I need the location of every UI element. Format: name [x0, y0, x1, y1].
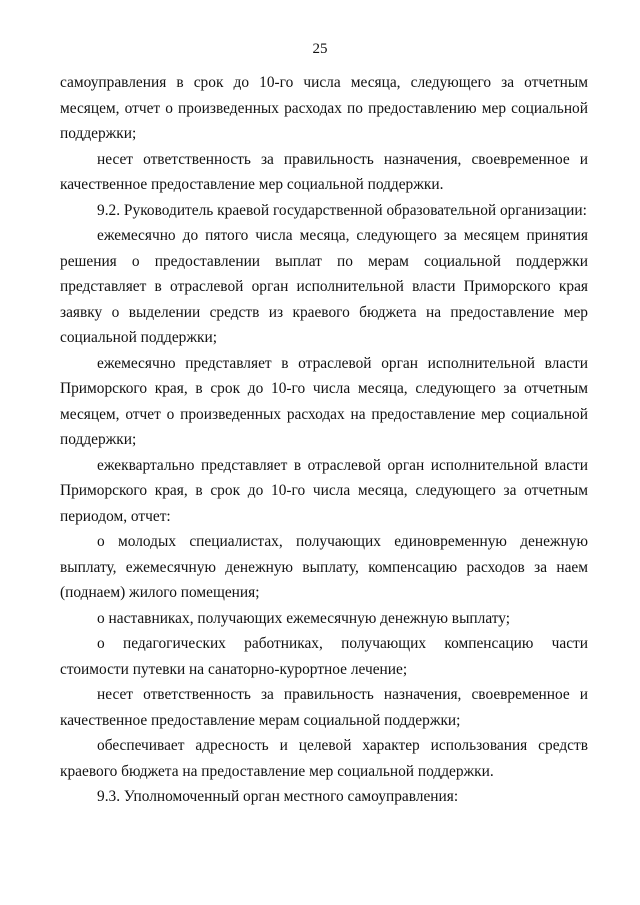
paragraph-continuation: самоуправления в срок до 10-го числа месяца, следующего за отчетным месяцем, отчет о произведенных расходах по предоставлению мер социальной поддержки;	[60, 74, 588, 142]
paragraph-quarterly-report: ежеквартально представляет в отраслевой орган исполнительной власти Приморского края, в срок до 10-го числа месяца, следующего за отчетным периодом, отчет:	[60, 456, 588, 525]
paragraph-monthly-report: ежемесячно представляет в отраслевой орган исполнительной власти Приморского края, в срок до 10-го числа месяца, следующего за отчетным месяцем, отчет о произведенных расходах на предоставление мер социальной поддержки;	[60, 354, 588, 448]
section-heading-9-2: 9.2. Руководитель краевой государственной образовательной организации:	[97, 201, 587, 219]
page-number: 25	[312, 41, 328, 57]
document-body	[60, 70, 588, 810]
paragraph-monthly-request: ежемесячно до пятого числа месяца, следующего за месяцем принятия решения о предоставлении выплат по мерам социальной поддержки представляет в отраслевой орган исполнительной власти Приморского края заявку о выделении средств из краевого бюджета на предоставление мер социальной поддержки;	[60, 227, 588, 346]
section-heading-9-3: 9.3. Уполномоченный орган местного самоуправления:	[97, 788, 459, 805]
paragraph-responsibility-1: несет ответственность за правильность назначения, своевременное и качественное предоставление мер социальной поддержки.	[60, 150, 588, 193]
list-item-young-specialists: о молодых специалистах, получающих единовременную денежную выплату, ежемесячную денежную выплату, компенсацию расходов за наем (поднаем) жилого помещения;	[60, 533, 588, 601]
paragraph-targeting: обеспечивает адресность и целевой характер использования средств краевого бюджета на предоставление мер социальной поддержки.	[60, 737, 588, 780]
list-item-mentors: о наставниках, получающих ежемесячную денежную выплату;	[97, 609, 511, 627]
paragraph-responsibility-2: несет ответственность за правильность назначения, своевременное и качественное предоставление мерам социальной поддержки;	[60, 686, 588, 729]
list-item-teachers: о педагогических работниках, получающих компенсацию части стоимости путевки на санаторно-курортное лечение;	[60, 635, 588, 678]
